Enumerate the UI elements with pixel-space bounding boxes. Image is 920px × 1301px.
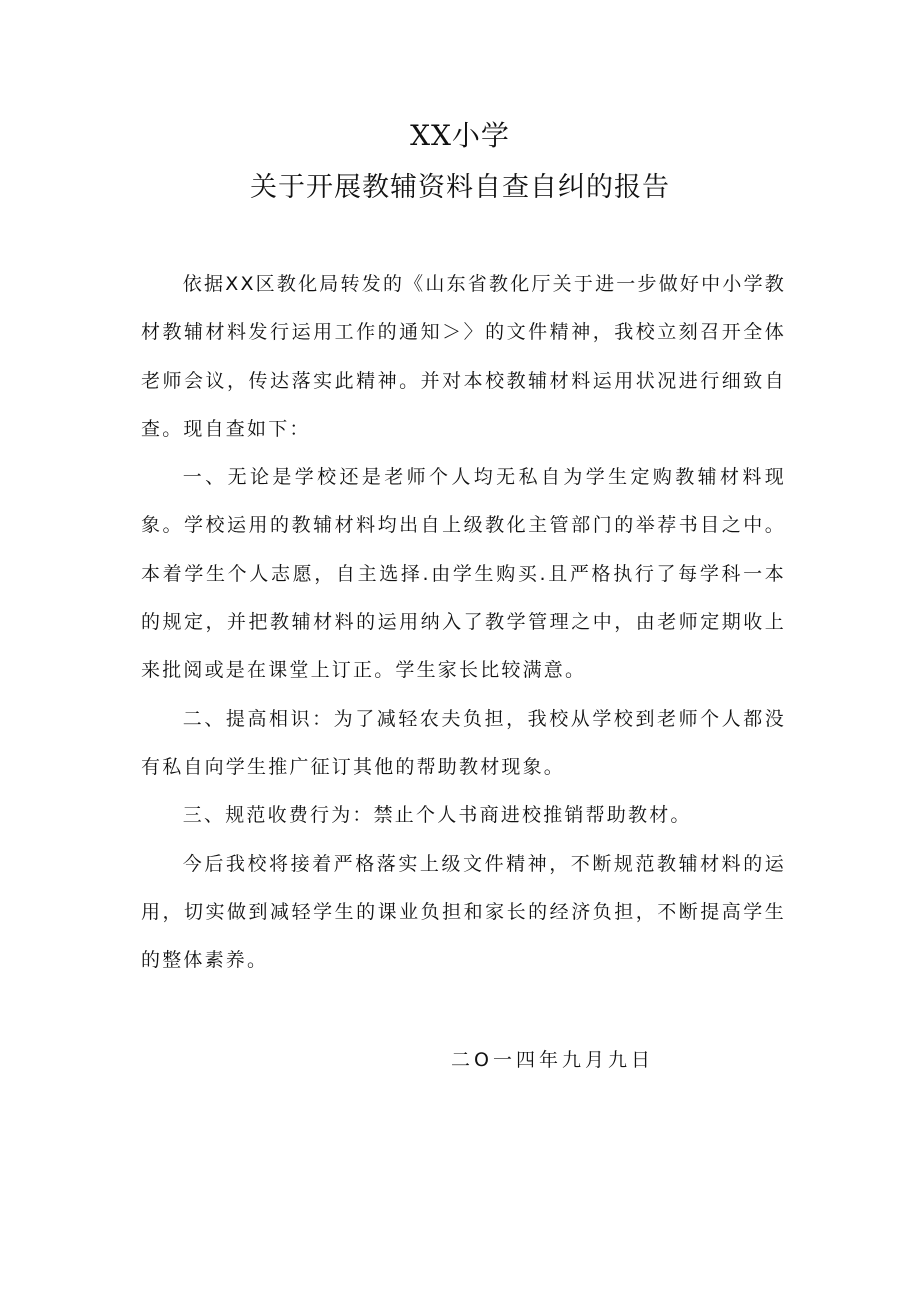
school-title: XX小学 — [410, 119, 510, 152]
paragraph-point-one: 一、无论是学校还是老师个人均无私自为学生定购教辅材料现象。学校运用的教辅材料均出自上级教化主管部门的举荐书目之中。本着学生个人志愿，自主选择.由学生购买.且严格执行了每学科一本的规定，并把教辅材料的运用纳入了教学管理之中，由老师定期收上来批阅或是在课堂上订正。学生家长比较满意。 — [141, 466, 786, 682]
paragraph-point-three: 三、规范收费行为：禁止个人书商进校推销帮助教材。 — [182, 804, 692, 827]
report-title: 关于开展教辅资料自查自纠的报告 — [250, 172, 670, 203]
paragraph-conclusion: 今后我校将接着严格落实上级文件精神，不断规范教辅材料的运用，切实做到减轻学生的课业负担和家长的经济负担，不断提高学生的整体素养。 — [141, 852, 786, 972]
paragraph-point-two: 二、提高相识：为了减轻农夫负担，我校从学校到老师个人都没有私自向学生推广征订其他的帮助教材现象。 — [141, 707, 786, 778]
report-body — [141, 260, 786, 984]
report-date: 二O一四年九月九日 — [451, 1049, 654, 1071]
paragraph-intro: 依据XX区教化局转发的《山东省教化厅关于进一步做好中小学教材教辅材料发行运用工作的通知＞〉的文件精神，我校立刻召开全体老师会议，传达落实此精神。并对本校教辅材料运用状况进行细致自查。现自查如下： — [141, 273, 786, 440]
